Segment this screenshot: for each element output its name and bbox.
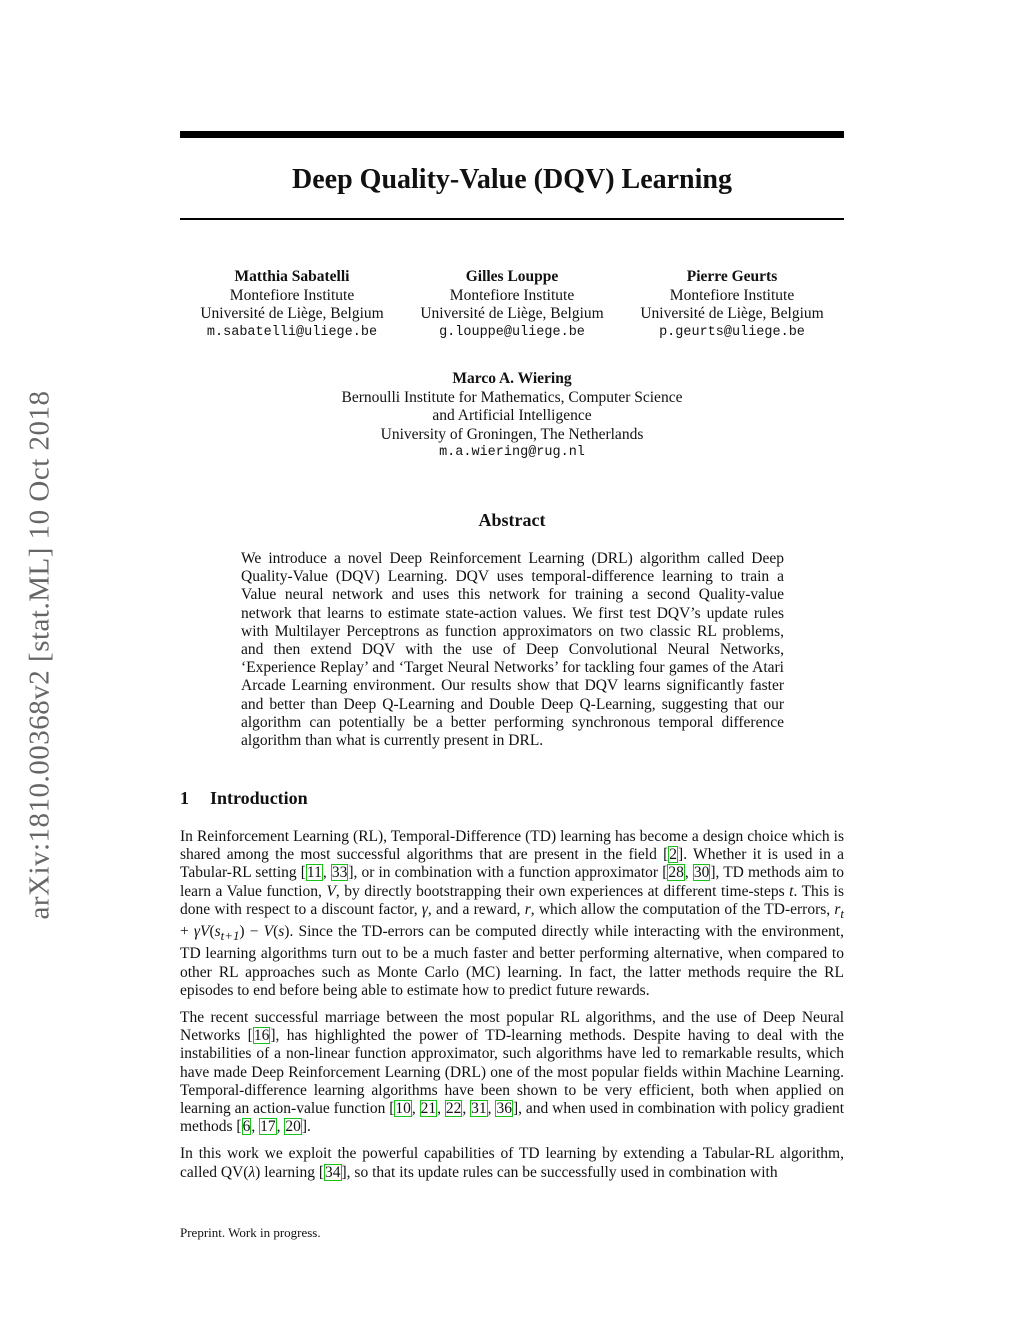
math-symbol: r bbox=[834, 900, 841, 918]
paragraph bbox=[180, 828, 844, 1000]
author-affiliation: Université de Liège, Belgium bbox=[420, 305, 604, 322]
math-symbol: γ bbox=[193, 923, 200, 941]
citation-link[interactable]: 6 bbox=[242, 1118, 251, 1136]
section-number: 1 bbox=[180, 788, 189, 808]
author-name: Matthia Sabatelli bbox=[234, 268, 350, 285]
citation-link[interactable]: 36 bbox=[496, 1100, 512, 1118]
author-affiliation: Université de Liège, Belgium bbox=[200, 305, 384, 322]
author-block bbox=[172, 268, 412, 342]
section-heading bbox=[180, 786, 308, 810]
math-symbol: V bbox=[199, 923, 210, 941]
math-symbol: γ bbox=[421, 900, 428, 918]
text-run: In Reinforcement Learning (RL), Temporal-Difference (TD) learning has become a design choice which is shared among the most successful algorithms that are present in the field [ bbox=[180, 828, 844, 864]
text-run: ). Since the TD-errors can be computed directly while interacting with the environment, TD learning algorithms turn out to be a much faster and better performing alternative, when compared to other RL approaches such as Monte Carlo (MC) learning. In fact, the latter methods require the RL episodes to end before being able to estimate how to predict future rewards. bbox=[180, 923, 844, 999]
math-symbol: s bbox=[278, 923, 285, 941]
text-run: , bbox=[462, 1100, 471, 1118]
math-symbol: V bbox=[326, 882, 336, 900]
citation-link[interactable]: 28 bbox=[668, 864, 684, 882]
citation-link[interactable]: 2 bbox=[669, 846, 678, 864]
author-affiliation: Université de Liège, Belgium bbox=[640, 305, 824, 322]
citation-link[interactable]: 20 bbox=[285, 1118, 301, 1136]
introduction-body bbox=[180, 828, 844, 1191]
text-run: In this work we exploit the powerful capabilities of TD learning by extending a Tabular-RL algorithm, called QV( bbox=[180, 1145, 844, 1181]
math-symbol: V bbox=[263, 923, 274, 941]
author-name: Marco A. Wiering bbox=[452, 370, 572, 387]
text-run: , bbox=[487, 1100, 496, 1118]
text-run: , by directly bootstrapping their own experiences at different time-steps bbox=[335, 882, 790, 900]
abstract-heading: Abstract bbox=[478, 510, 546, 530]
text-run: ) learning [ bbox=[255, 1163, 325, 1181]
author-block bbox=[612, 268, 852, 342]
citation-link[interactable]: 17 bbox=[260, 1118, 276, 1136]
text-run: The recent successful marriage between the most popular RL algorithms, and the use of Deep Neural Networks [ bbox=[180, 1009, 844, 1045]
citation-link[interactable]: 21 bbox=[420, 1100, 437, 1118]
arxiv-side-stamp: arXiv:1810.00368v2 [stat.ML] 10 Oct 2018 bbox=[23, 390, 56, 920]
author-email[interactable]: g.louppe@uliege.be bbox=[439, 324, 585, 340]
author-dept: Bernoulli Institute for Mathematics, Computer Science bbox=[341, 388, 683, 406]
math-operator: ) − bbox=[239, 923, 264, 941]
author-dept: Montefiore Institute bbox=[449, 286, 575, 304]
text-run: . This is done with respect to a discount factor, bbox=[180, 882, 844, 918]
author-affiliation: University of Groningen, The Netherlands bbox=[380, 425, 644, 443]
math-subscript: t bbox=[840, 905, 844, 921]
author-dept: Montefiore Institute bbox=[669, 286, 795, 304]
text-run: ]. Whether it is used in a Tabular-RL setting [ bbox=[180, 846, 845, 882]
text-run: ]. bbox=[301, 1118, 311, 1136]
author-dept-line-2: and Artificial Intelligence bbox=[432, 407, 592, 424]
citation-link[interactable]: 10 bbox=[395, 1100, 411, 1118]
abstract-text: We introduce a novel Deep Reinforcement Learning (DRL) algorithm called Deep Quality-Value (DQV) Learning. DQV uses temporal-difference learning to train a Value neural network and uses this network for training a second Quality-value network that learns to estimate state-action values. We first test DQV’s update rules with Multilayer Perceptrons as function approximators on two classic RL problems, and then extend DQV with the use of Deep Convolutional Neural Networks, ‘Experience Replay’ and ‘Target Neural Networks’ for tackling four games of the Atari Arcade Learning environment. Our results show that DQV learns significantly faster and better than Deep Q-Learning and Double Deep Q-Learning, suggesting that our algorithm can potentially be a better performing synchronous temporal difference algorithm than what is currently present in DRL. bbox=[241, 550, 784, 750]
math-operator: ( bbox=[209, 923, 215, 941]
math-subscript: t+1 bbox=[220, 928, 240, 944]
text-run: ], so that its update rules can be successfully used in combination with bbox=[341, 1163, 778, 1181]
author-dept: Montefiore Institute bbox=[229, 286, 355, 304]
math-operator: ( bbox=[273, 923, 279, 941]
author-email[interactable]: m.sabatelli@uliege.be bbox=[206, 324, 378, 340]
text-run: ], TD methods aim to learn a Value function, bbox=[180, 864, 845, 900]
text-run: ], and when used in combination with policy gradient methods [ bbox=[180, 1100, 845, 1136]
citation-link[interactable]: 31 bbox=[471, 1100, 487, 1118]
paper-title: Deep Quality-Value (DQV) Learning bbox=[292, 164, 732, 195]
text-run: , bbox=[251, 1118, 260, 1136]
math-symbol: r bbox=[524, 900, 531, 918]
author-name: Gilles Louppe bbox=[465, 268, 559, 285]
math-symbol: λ bbox=[248, 1163, 256, 1181]
text-run: ], has highlighted the power of TD-learning methods. Despite having to deal with the instabilities of a non-linear function approximator, such algorithms have led to remarkable results, which have made Deep Reinforcement Learning (DRL) one of the most popular fields within Machine Learning. Temporal-difference learning algorithms have been shown to be very efficient, both when applied on learning an action-value function [ bbox=[180, 1027, 844, 1118]
citation-link[interactable]: 34 bbox=[325, 1163, 341, 1181]
math-operator: + bbox=[180, 923, 194, 941]
text-run: , bbox=[684, 864, 693, 882]
text-run: , bbox=[322, 864, 331, 882]
text-run: , which allow the computation of the TD-errors, bbox=[530, 900, 835, 918]
title-bottom-rule bbox=[180, 218, 844, 220]
citation-link[interactable]: 11 bbox=[306, 864, 322, 882]
citation-link[interactable]: 16 bbox=[253, 1027, 270, 1045]
text-run: , bbox=[276, 1118, 285, 1136]
citation-link[interactable]: 30 bbox=[693, 864, 710, 882]
citation-link[interactable]: 33 bbox=[331, 864, 348, 882]
footer-note: Preprint. Work in progress. bbox=[180, 1225, 321, 1240]
title-top-rule bbox=[180, 131, 844, 138]
text-run: , bbox=[411, 1100, 420, 1118]
author-block bbox=[392, 268, 632, 342]
text-run: , bbox=[437, 1100, 445, 1118]
math-symbol: s bbox=[214, 923, 221, 941]
citation-link[interactable]: 22 bbox=[445, 1100, 462, 1118]
author-email[interactable]: m.a.wiering@rug.nl bbox=[439, 445, 585, 460]
author-block bbox=[262, 370, 762, 463]
math-symbol: t bbox=[789, 882, 794, 900]
text-run: ], or in combination with a function approximator [ bbox=[348, 864, 668, 882]
section-title: Introduction bbox=[210, 788, 308, 808]
author-name: Pierre Geurts bbox=[686, 268, 778, 285]
text-run: , and a reward, bbox=[427, 900, 525, 918]
paragraph bbox=[180, 1009, 844, 1136]
paragraph bbox=[180, 1145, 844, 1181]
author-email[interactable]: p.geurts@uliege.be bbox=[659, 324, 805, 340]
